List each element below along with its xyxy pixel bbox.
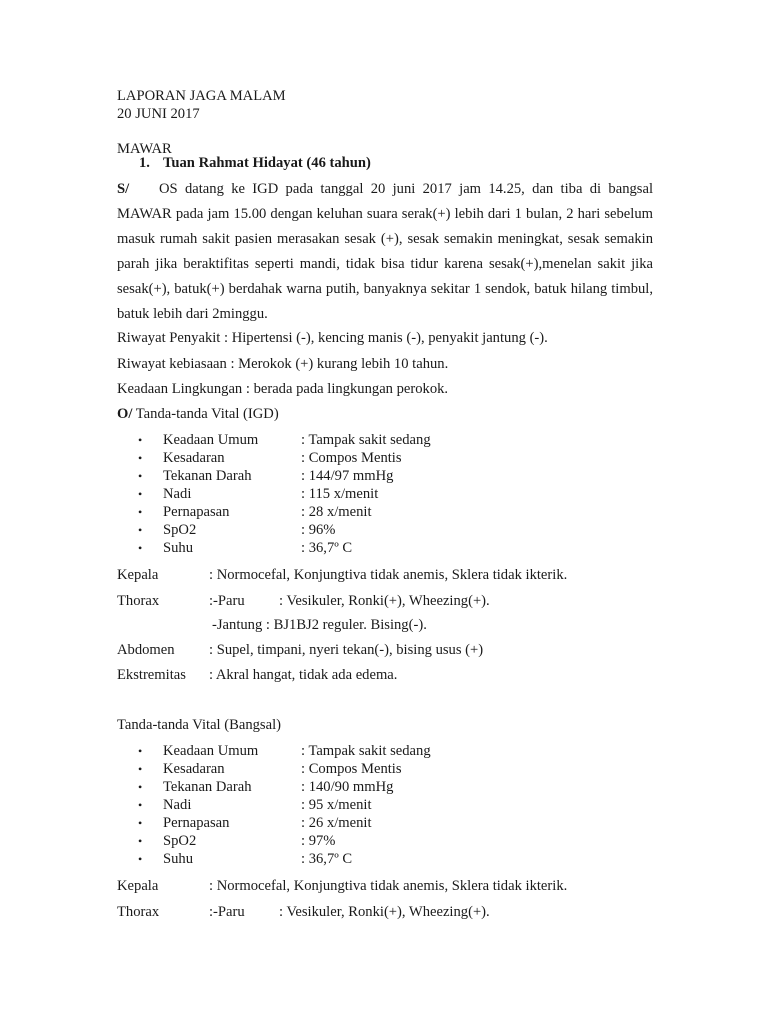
bullet: • <box>138 469 143 483</box>
history-habit: Riwayat kebiasaan : Merokok (+) kurang lebih 10 tahun. <box>117 356 449 372</box>
list-item <box>138 521 431 539</box>
bangsal-heading: Tanda-tanda Vital (Bangsal) <box>117 717 281 733</box>
history-disease: Riwayat Penyakit : Hipertensi (-), kencing manis (-), penyakit jantung (-). <box>117 330 548 346</box>
exam-label: Kepala <box>117 878 159 894</box>
vital-value: : 97% <box>301 833 336 849</box>
exam-paru-label: :-Paru <box>209 593 245 609</box>
exam-label: Ekstremitas <box>117 667 186 683</box>
subjective-label: S/ <box>117 181 130 197</box>
vital-value: : Tampak sakit sedang <box>301 743 431 759</box>
vital-value: : 26 x/menit <box>301 815 372 831</box>
bullet: • <box>138 762 143 776</box>
objective-heading-text: Tanda-tanda Vital (IGD) <box>132 406 279 422</box>
list-item <box>138 431 431 449</box>
exam-label: Kepala <box>117 567 159 583</box>
vital-value: : 96% <box>301 522 336 538</box>
vital-value: : 36,7º C <box>301 851 353 867</box>
list-item <box>138 539 431 557</box>
vital-label: Tekanan Darah <box>163 779 252 795</box>
bullet: • <box>138 780 143 794</box>
exam-thorax <box>117 903 490 921</box>
exam-label: Thorax <box>117 593 160 609</box>
bullet: • <box>138 834 143 848</box>
subjective-section <box>117 177 653 327</box>
vital-label: Suhu <box>163 540 194 556</box>
report-title: LAPORAN JAGA MALAM <box>117 88 286 104</box>
bullet: • <box>138 487 143 501</box>
bullet: • <box>138 852 143 866</box>
patient-name: Tuan Rahmat Hidayat (46 tahun) <box>163 155 371 171</box>
list-item <box>138 742 431 760</box>
list-item <box>138 796 431 814</box>
list-item <box>138 485 431 503</box>
vital-label: Nadi <box>163 486 192 502</box>
list-item <box>138 760 431 778</box>
vital-label: Tekanan Darah <box>163 468 252 484</box>
objective-heading <box>117 405 279 423</box>
bullet: • <box>138 744 143 758</box>
vital-value: : 140/90 mmHg <box>301 779 394 795</box>
bullet: • <box>138 505 143 519</box>
bullet: • <box>138 798 143 812</box>
exam-paru-label: :-Paru <box>209 904 245 920</box>
vital-value: : 95 x/menit <box>301 797 372 813</box>
exam-thorax <box>117 592 490 610</box>
exam-value: : Normocefal, Konjungtiva tidak anemis, Sklera tidak ikterik. <box>209 567 568 583</box>
exam-abdomen <box>117 641 483 659</box>
exam-kepala <box>117 566 567 584</box>
list-item <box>138 449 431 467</box>
exam-value: : Normocefal, Konjungtiva tidak anemis, Sklera tidak ikterik. <box>209 878 568 894</box>
vitals-bangsal-list <box>138 742 431 868</box>
vital-label: Pernapasan <box>163 504 230 520</box>
bullet: • <box>138 816 143 830</box>
vital-label: Suhu <box>163 851 194 867</box>
patient-number: 1. <box>139 155 150 171</box>
vital-label: Keadaan Umum <box>163 432 259 448</box>
list-item <box>138 467 431 485</box>
exam-value: : Akral hangat, tidak ada edema. <box>209 667 398 683</box>
exam-kepala <box>117 877 567 895</box>
patient-heading <box>139 154 371 172</box>
vital-value: : Compos Mentis <box>301 761 402 777</box>
list-item <box>138 850 431 868</box>
exam-jantung: -Jantung : BJ1BJ2 reguler. Bising(-). <box>212 617 427 633</box>
vitals-igd-list <box>138 431 431 557</box>
vital-label: Pernapasan <box>163 815 230 831</box>
ward-name: MAWAR <box>117 141 172 157</box>
vital-value: : 144/97 mmHg <box>301 468 394 484</box>
bullet: • <box>138 523 143 537</box>
bullet: • <box>138 451 143 465</box>
vital-value: : 28 x/menit <box>301 504 372 520</box>
vital-label: Keadaan Umum <box>163 743 259 759</box>
exam-value: : Vesikuler, Ronki(+), Wheezing(+). <box>279 904 490 920</box>
bullet: • <box>138 541 143 555</box>
subjective-text: OS datang ke IGD pada tanggal 20 juni 2017 jam 14.25, dan tiba di bangsal MAWAR pada jam 15.00 dengan keluhan suara serak(+) lebih dari 1 bulan, 2 hari sebelum masuk rumah sakit pasien merasakan sesak (+), sesak semakin meningkat, sesak semakin parah jika beraktifitas seperti mandi, tidak bisa tidur karena sesak(+),menelan sakit jika sesak(+), batuk(+) berdahak warna putih, banyaknya sekitar 1 sendok, batuk hilang timbul, batuk lebih dari 2minggu. <box>117 181 653 322</box>
vital-value: : Compos Mentis <box>301 450 402 466</box>
vital-label: Kesadaran <box>163 450 225 466</box>
list-item <box>138 503 431 521</box>
exam-ekstremitas <box>117 666 397 684</box>
exam-label: Abdomen <box>117 642 175 658</box>
vital-label: SpO2 <box>163 522 197 538</box>
vital-label: Kesadaran <box>163 761 225 777</box>
vital-label: Nadi <box>163 797 192 813</box>
exam-label: Thorax <box>117 904 160 920</box>
bullet: • <box>138 433 143 447</box>
list-item <box>138 778 431 796</box>
exam-value: : Supel, timpani, nyeri tekan(-), bising usus (+) <box>209 642 484 658</box>
history-environment: Keadaan Lingkungan : berada pada lingkungan perokok. <box>117 381 449 397</box>
vital-value: : 115 x/menit <box>301 486 379 502</box>
vital-label: SpO2 <box>163 833 197 849</box>
list-item <box>138 814 431 832</box>
report-date: 20 JUNI 2017 <box>117 106 200 122</box>
exam-value: : Vesikuler, Ronki(+), Wheezing(+). <box>279 593 490 609</box>
vital-value: : 36,7º C <box>301 540 353 556</box>
vital-value: : Tampak sakit sedang <box>301 432 431 448</box>
list-item <box>138 832 431 850</box>
objective-label: O/ <box>117 406 133 422</box>
